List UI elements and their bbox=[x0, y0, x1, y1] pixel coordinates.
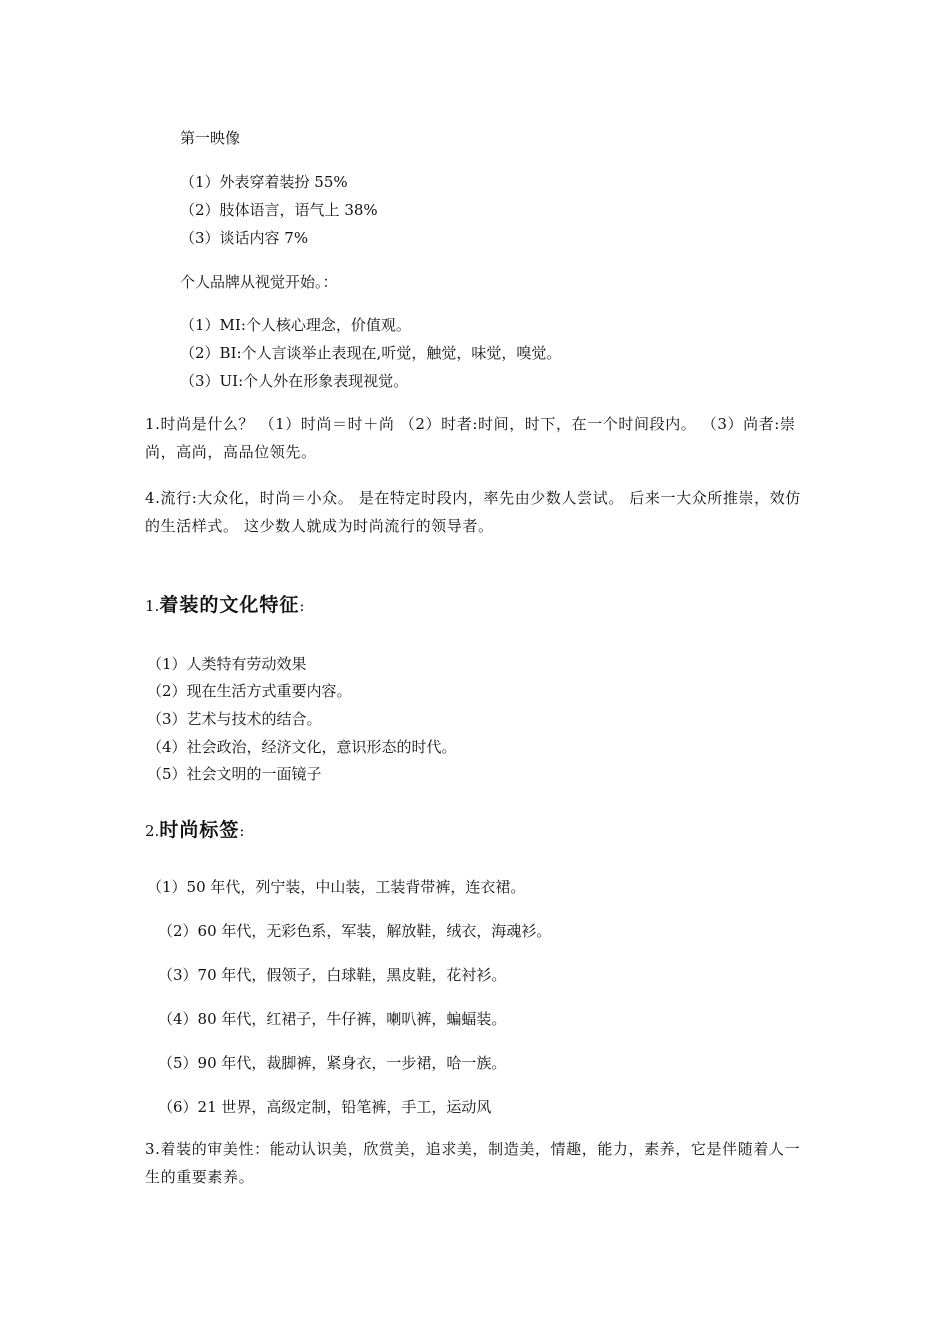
section-heading-labels bbox=[145, 817, 244, 844]
label-item-6: （6）21 世界，高级定制，铅笔裤，手工，运动风 bbox=[158, 1098, 492, 1116]
first-impression-item-2: （2）肢体语言，语气上 38% bbox=[180, 201, 378, 219]
first-impression-title: 第一映像 bbox=[180, 129, 241, 147]
culture-item-1: （1）人类特有劳动效果 bbox=[147, 655, 307, 673]
label-item-1: （1）50 年代，列宁装，中山装，工装背带裤，连衣裙。 bbox=[147, 878, 526, 896]
section-suffix: : bbox=[299, 597, 305, 615]
label-item-4: （4）80 年代，红裙子，牛仔裤，喇叭裤，蝙蝠装。 bbox=[158, 1010, 507, 1028]
aesthetic-paragraph: 3.着装的审美性：能动认识美，欣赏美，追求美，制造美，情趣，能力，素养，它是伴随着人一生的重要素养。 bbox=[145, 1140, 801, 1186]
brand-item-3: （3）UI:个人外在形象表现视觉。 bbox=[180, 372, 409, 390]
brand-title: 个人品牌从视觉开始。： bbox=[180, 273, 338, 291]
brand-item-2: （2）BI:个人言谈举止表现在,听觉，触觉，味觉，嗅觉。 bbox=[180, 344, 562, 362]
section-title: 时尚标签 bbox=[159, 819, 240, 841]
culture-item-5: （5）社会文明的一面镜子 bbox=[147, 765, 322, 783]
label-item-5: （5）90 年代，裁脚裤，紧身衣，一步裙，哈一族。 bbox=[158, 1054, 507, 1072]
fashion-definition-paragraph: 1.时尚是什么？ （1）时尚＝时＋尚 （2）时者:时间，时下，在一个时间段内。 （3）尚者:崇尚，高尚，高品位领先。 bbox=[145, 415, 796, 461]
popular-definition-paragraph: 4.流行:大众化，时尚＝小众。 是在特定时段内，率先由少数人尝试。 后来一大众所推崇，效仿的生活样式。 这少数人就成为时尚流行的领导者。 bbox=[145, 489, 801, 535]
label-item-3: （3）70 年代，假领子，白球鞋，黑皮鞋，花衬衫。 bbox=[158, 966, 507, 984]
first-impression-item-1: （1）外表穿着装扮 55% bbox=[180, 173, 348, 191]
section-heading-culture bbox=[145, 592, 304, 619]
culture-item-2: （2）现在生活方式重要内容。 bbox=[147, 682, 352, 700]
section-number: 2. bbox=[145, 822, 160, 840]
section-title: 着装的文化特征 bbox=[159, 594, 300, 616]
culture-item-4: （4）社会政治，经济文化，意识形态的时代。 bbox=[147, 738, 457, 756]
culture-item-3: （3）艺术与技术的结合。 bbox=[147, 710, 322, 728]
section-number: 1. bbox=[145, 597, 160, 615]
brand-item-1: （1）MI:个人核心理念，价值观。 bbox=[180, 316, 411, 334]
first-impression-item-3: （3）谈话内容 7% bbox=[180, 229, 309, 247]
section-suffix: : bbox=[239, 822, 245, 840]
label-item-2: （2）60 年代，无彩色系，军装，解放鞋，绒衣，海魂衫。 bbox=[158, 922, 552, 940]
